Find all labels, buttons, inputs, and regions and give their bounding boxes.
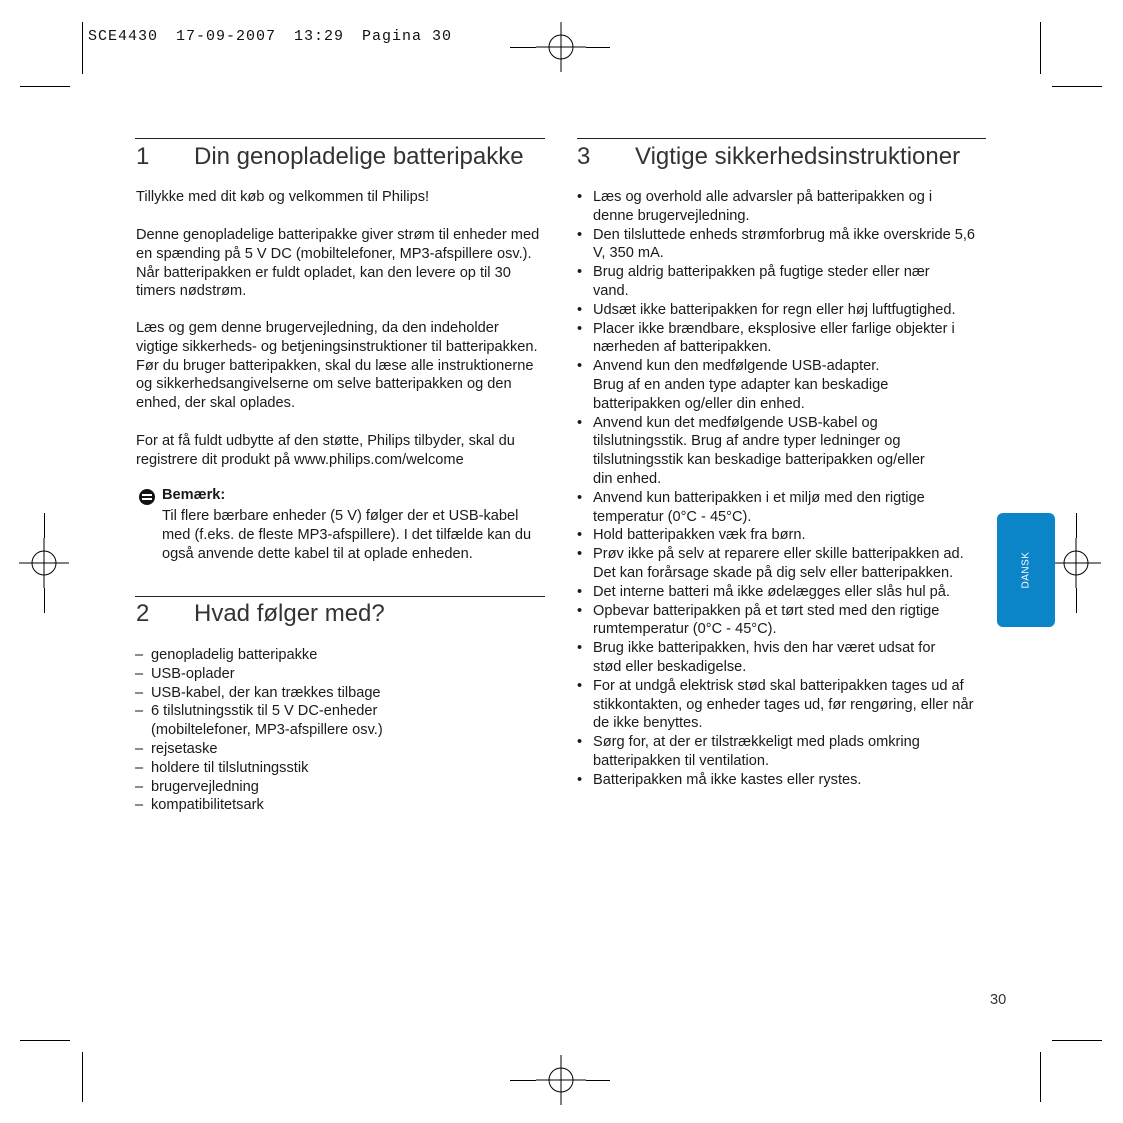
list-item: • Anvend kun batteripakken i et miljø med den rigtige temperatur (0°C - 45°C). xyxy=(577,489,989,527)
intro-paragraph: For at få fuldt udbytte af den støtte, Philips tilbyder, skal du registrere dit produkt på www.philips.com/welcome xyxy=(136,433,515,468)
language-tab-label: DANSK xyxy=(1020,551,1032,589)
list-item: • Læs og overhold alle advarsler på batteripakken og i denne brugervejledning. xyxy=(577,188,989,226)
crop-mark xyxy=(510,47,536,48)
section-2-title: Hvad følger med? xyxy=(194,600,385,627)
registration-mark-icon xyxy=(1051,538,1101,588)
section-1-number: 1 xyxy=(136,143,150,170)
list-item: • Anvend kun den medfølgende USB-adapter. Brug af en anden type adapter kan beskadige batteripakken og/eller din enhed. xyxy=(577,357,989,413)
list-item: – 6 tilslutningsstik til 5 V DC-enheder (mobiltelefoner, MP3-afspillere osv.) xyxy=(135,702,435,740)
print-page-label: Pagina 30 xyxy=(362,28,453,45)
list-item: – holdere til tilslutningsstik xyxy=(135,759,435,778)
intro-paragraph: Denne genopladelige batteripakke giver strøm til enheder med en spænding på 5 V DC (mobiltelefoner, MP3-afspillere osv.). Når batteripakken er fuldt opladet, kan den levere op til 30 timers nødstrøm. xyxy=(136,227,540,300)
crop-mark xyxy=(1052,86,1102,87)
crop-mark xyxy=(1076,588,1077,613)
section-rule xyxy=(135,596,545,597)
crop-mark xyxy=(510,1080,536,1081)
registration-mark-icon xyxy=(19,538,69,588)
section-3-title: Vigtige sikkerhedsinstruktioner xyxy=(635,143,961,170)
crop-mark xyxy=(1076,513,1077,538)
crop-mark xyxy=(44,588,45,613)
contents-list xyxy=(135,646,435,815)
crop-mark xyxy=(1040,1052,1041,1102)
crop-mark xyxy=(20,86,70,87)
crop-mark xyxy=(586,47,610,48)
list-item: • Den tilsluttede enheds strømforbrug må ikke overskride 5,6 V, 350 mA. xyxy=(577,226,989,264)
section-2-number: 2 xyxy=(136,600,150,627)
crop-mark xyxy=(82,1052,83,1102)
list-item: • Opbevar batteripakken på et tørt sted med den rigtige rumtemperatur (0°C - 45°C). xyxy=(577,602,989,640)
list-item: – brugervejledning xyxy=(135,778,435,797)
crop-mark xyxy=(586,1080,610,1081)
note-icon xyxy=(139,489,155,505)
list-item: • Sørg for, at der er tilstrækkeligt med plads omkring batteripakken til ventilation. xyxy=(577,733,989,771)
list-item: – rejsetaske xyxy=(135,740,435,759)
intro-paragraph: Læs og gem denne brugervejledning, da den indeholder vigtige sikkerheds- og betjeningsinstruktioner til batteripakken. Før du bruger batteripakken, skal du læse alle instruktionerne og sikkerhedsangivelserne om selve batteripakken og den enhed, der skal oplades. xyxy=(136,320,538,412)
note-text: Til flere bærbare enheder (5 V) følger der et USB-kabel med (f.eks. de fleste MP3-afspillere). I det tilfælde kan du også anvende dette kabel til at oplade enheden. xyxy=(162,508,532,562)
list-item: • Det interne batteri må ikke ødelægges eller slås hul på. xyxy=(577,583,989,602)
list-item: • Brug ikke batteripakken, hvis den har været udsat for stød eller beskadigelse. xyxy=(577,639,989,677)
list-item: – kompatibilitetsark xyxy=(135,796,435,815)
list-item: • Placer ikke brændbare, eksplosive eller farlige objekter i nærheden af batteripakken. xyxy=(577,320,989,358)
list-item: • Udsæt ikke batteripakken for regn eller høj luftfugtighed. xyxy=(577,301,989,320)
list-item: • Anvend kun det medfølgende USB-kabel og tilslutningsstik. Brug af andre typer ledninger og tilslutningsstik kan beskadige batteripakken og/eller din enhed. xyxy=(577,414,989,489)
section-1-title: Din genopladelige batteripakke xyxy=(194,143,524,170)
crop-mark xyxy=(82,22,83,74)
print-header xyxy=(88,28,470,45)
list-item: • Hold batteripakken væk fra børn. xyxy=(577,526,989,545)
list-item: – genopladelig batteripakke xyxy=(135,646,435,665)
intro-paragraph: Tillykke med dit køb og velkommen til Philips! xyxy=(136,189,430,205)
crop-mark xyxy=(1040,22,1041,74)
note-label: Bemærk: xyxy=(162,487,226,503)
list-item: • Batteripakken må ikke kastes eller rystes. xyxy=(577,771,989,790)
print-date: 17-09-2007 xyxy=(176,28,277,45)
list-item: – USB-oplader xyxy=(135,665,435,684)
list-item: • Brug aldrig batteripakken på fugtige steder eller nær vand. xyxy=(577,263,989,301)
print-time: 13:29 xyxy=(294,28,345,45)
list-item: • Prøv ikke på selv at reparere eller skille batteripakken ad. Det kan forårsage skade på dig selv eller batteripakken. xyxy=(577,545,989,583)
safety-list xyxy=(577,188,989,790)
page-number: 30 xyxy=(990,992,1007,1008)
section-rule xyxy=(577,138,986,139)
list-item: – USB-kabel, der kan trækkes tilbage xyxy=(135,684,435,703)
language-tab xyxy=(997,513,1055,627)
registration-mark-icon xyxy=(536,1055,586,1105)
crop-mark xyxy=(20,1040,70,1041)
print-code: SCE4430 xyxy=(88,28,159,45)
crop-mark xyxy=(1052,1040,1102,1041)
list-item: • For at undgå elektrisk stød skal batteripakken tages ud af stikkontakten, og enheder tages ud, før rengøring, eller når de ikke benyttes. xyxy=(577,677,989,733)
section-rule xyxy=(135,138,545,139)
section-3-number: 3 xyxy=(577,143,591,170)
registration-mark-icon xyxy=(536,22,586,72)
crop-mark xyxy=(44,513,45,538)
